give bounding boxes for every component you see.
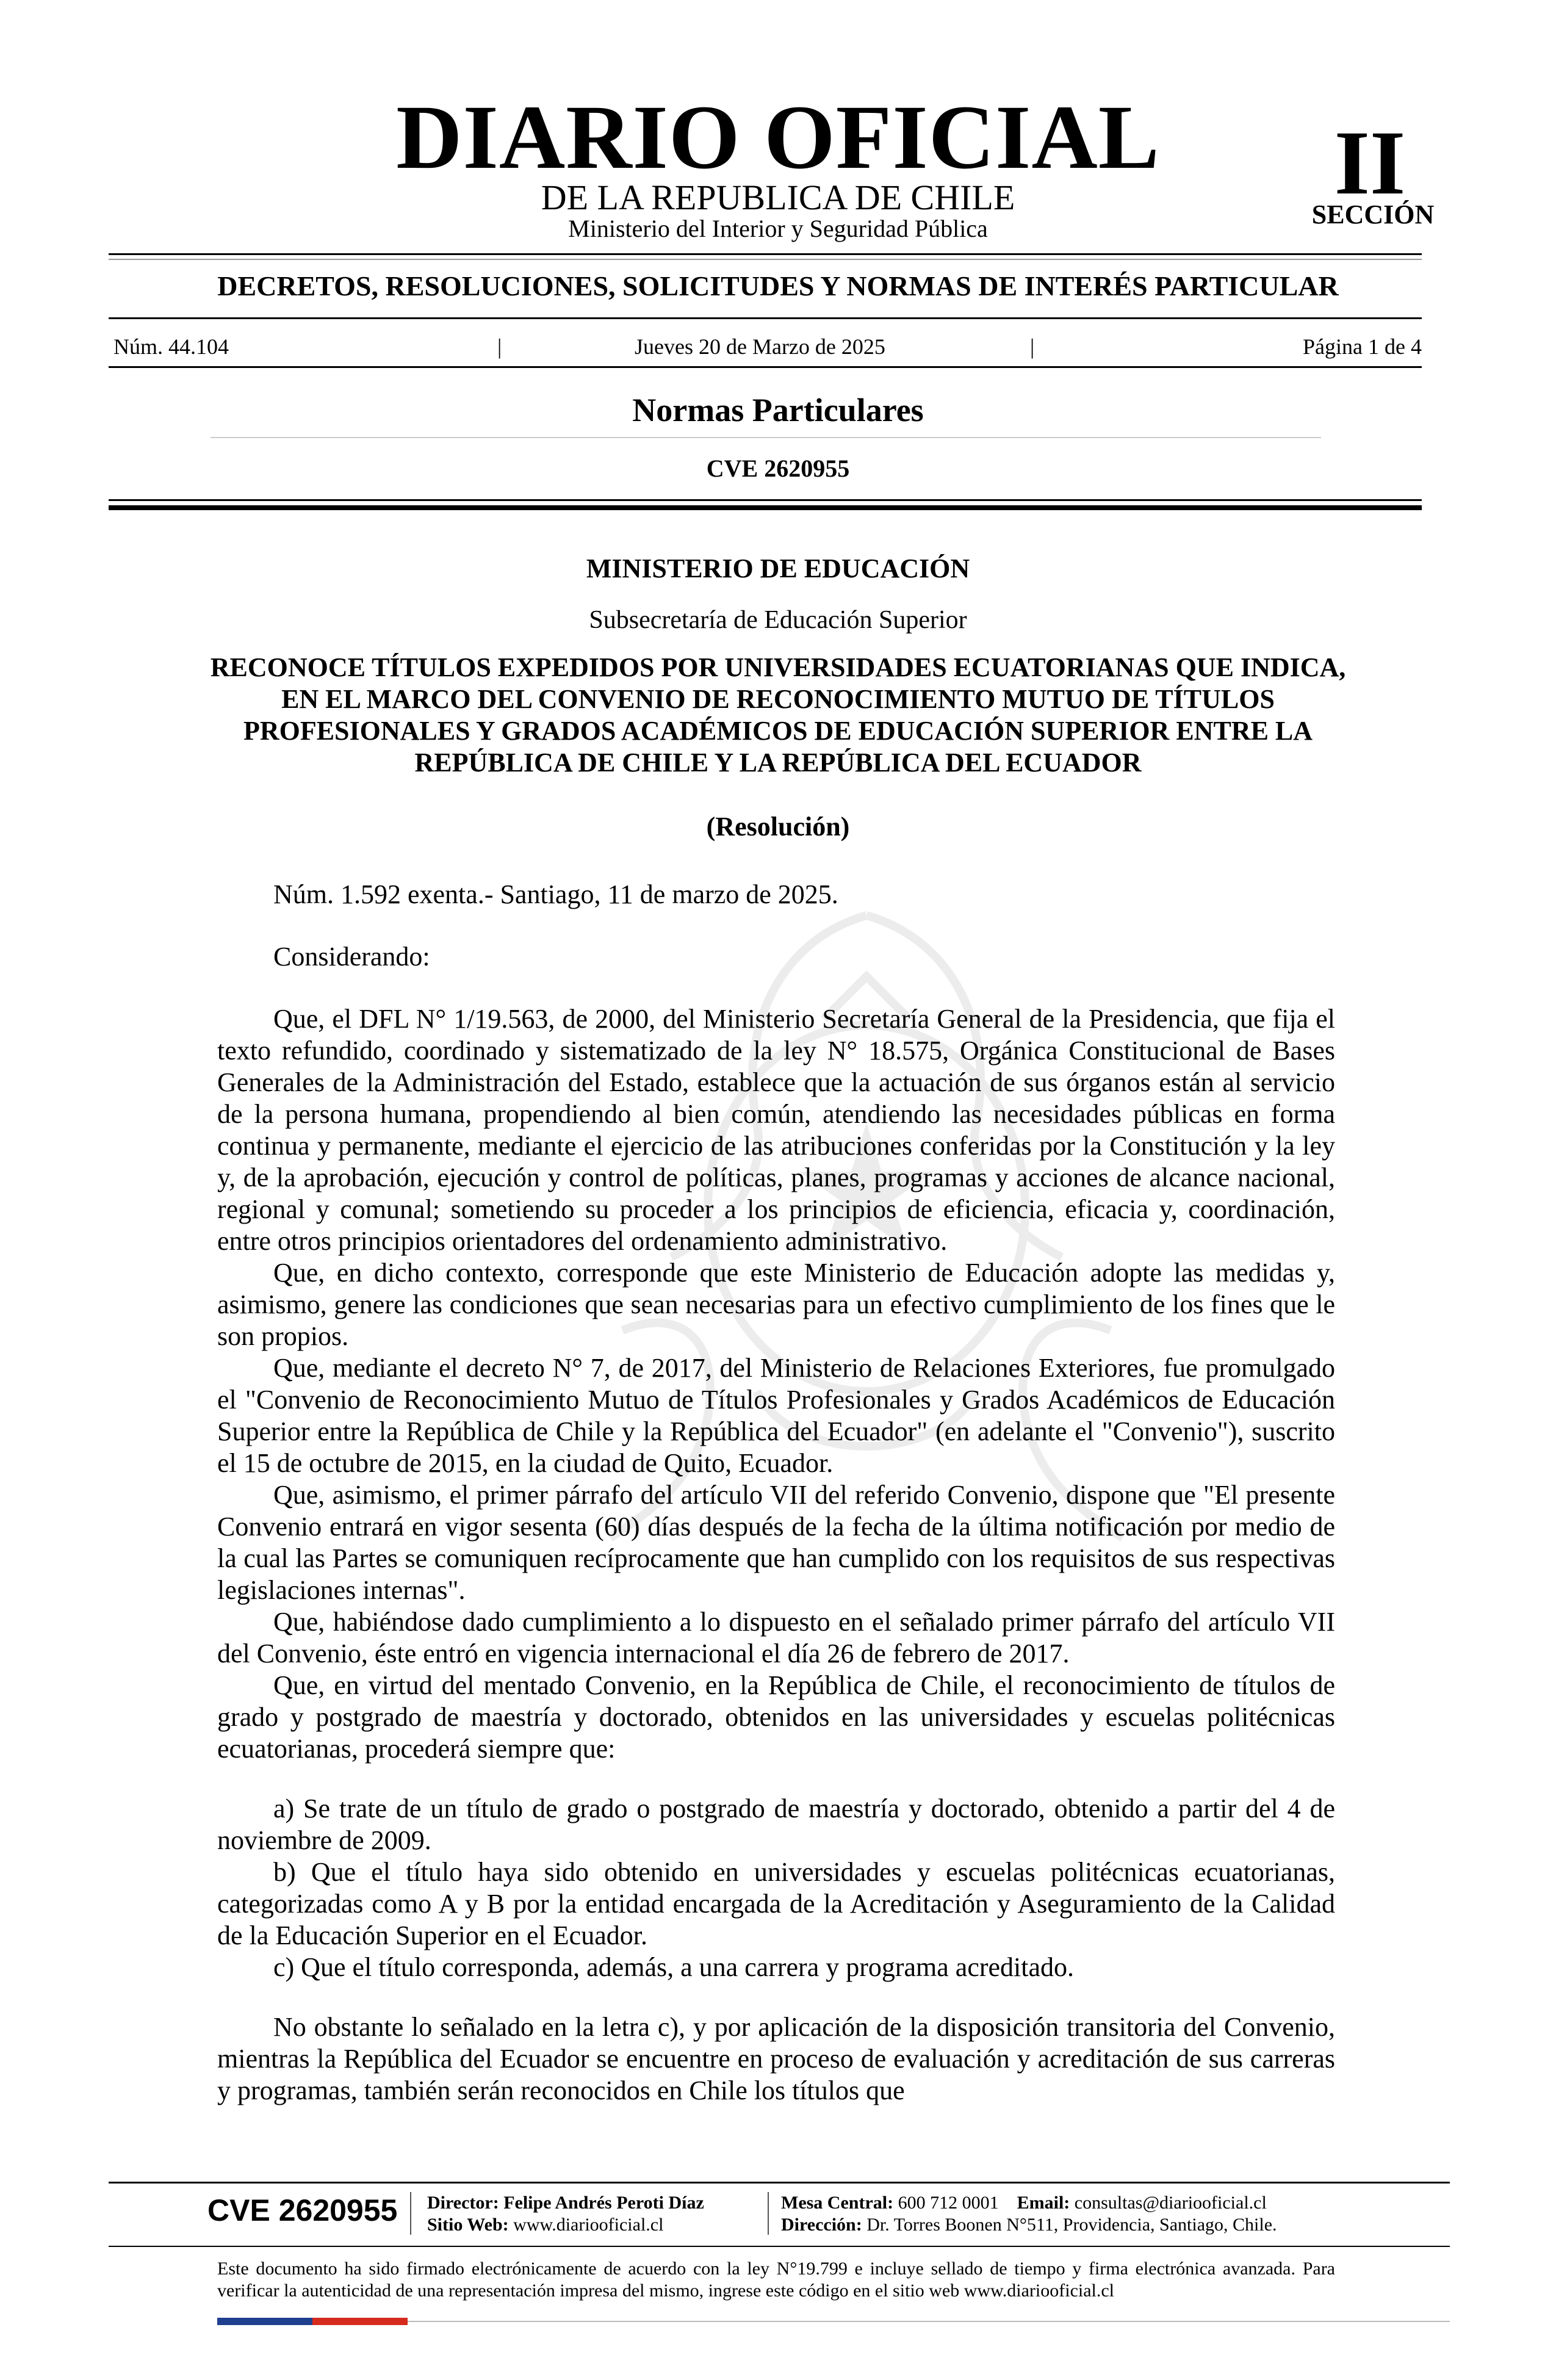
considerando-paragraph: Que, en dicho contexto, corresponde que este Ministerio de Educación adopte las medidas y, asimismo, genere las condiciones que sean necesarias para un efectivo cumplimiento de los fines que le son propios.	[217, 1258, 1335, 1351]
website-link[interactable]: www.diariooficial.cl	[513, 2215, 664, 2235]
director-label: Director:	[427, 2193, 499, 2213]
considerando-paragraph: Que, mediante el decreto N° 7, de 2017, del Ministerio de Relaciones Exteriores, fue promulgado el "Convenio de Reconocimiento Mutuo de Títulos Profesionales y Grados Académicos de Educación Superior entre la República de Chile y la República del Ecuador" (en adelante el "Convenio"), suscrito el 15 de octubre de 2015, en la ciudad de Quito, Ecuador.	[217, 1353, 1335, 1478]
requirement-item: b) Que el título haya sido obtenido en universidades y escuelas politécnicas ecuatorianas, categorizadas como A y B por la entidad encargada de la Acreditación y Aseguramiento de la Calidad de la Educación Superior en el Ecuador.	[217, 1857, 1335, 1950]
email-label: Email:	[1017, 2193, 1070, 2213]
footer-divider	[768, 2192, 769, 2235]
spacer	[217, 911, 1335, 941]
resolution-type: (Resolución)	[706, 812, 850, 842]
considerando-paragraph: Que, habiéndose dado cumplimiento a lo dispuesto en el señalado primer párrafo del artículo VII del Convenio, éste entró en vigencia internacional el día 26 de febrero de 2017.	[217, 1607, 1335, 1668]
section-number: II	[1334, 112, 1406, 214]
footer-top-rule	[109, 2182, 1450, 2183]
spacer	[217, 973, 1335, 1003]
masthead-ministry-line: Ministerio del Interior y Seguridad Pública	[568, 215, 988, 242]
resolution-number-line: Núm. 1.592 exenta.- Santiago, 11 de marzo de 2025.	[273, 879, 838, 909]
requirement-item: a) Se trate de un título de grado o postgrado de maestría y doctorado, obtenido a partir del 4 de noviembre de 2009.	[217, 1794, 1335, 1855]
section-heading: DECRETOS, RESOLUCIONES, SOLICITUDES Y NORMAS DE INTERÉS PARTICULAR	[217, 270, 1339, 301]
considerando-paragraph: Que, en virtud del mentado Convenio, en la República de Chile, el reconocimiento de títulos de grado y postgrado de maestría y doctorado, obtenidos en las universidades y escuelas politécnicas ecuatorianas, procederá siempre que:	[217, 1670, 1335, 1764]
footer-divider	[410, 2192, 411, 2235]
masthead-subtitle: DE LA REPUBLICA DE CHILE	[541, 178, 1015, 217]
section-label: SECCIÓN	[1311, 200, 1435, 229]
resolution-title: RECONOCE TÍTULOS EXPEDIDOS POR UNIVERSIDADES ECUATORIANAS QUE INDICA, EN EL MARCO DEL CONVENIO DE RECONOCIMIENTO MUTUO DE TÍTULOS PROFESIONALES Y GRADOS ACADÉMICOS DE EDUCACIÓN SUPERIOR ENTRE LA REPÚBLICA DE CHILE Y LA REPÚBLICA DEL ECUADOR	[210, 652, 1346, 777]
info-bar-bottom-rule	[109, 366, 1422, 368]
masthead-divider	[109, 253, 1422, 255]
ministry-name: MINISTERIO DE EDUCACIÓN	[586, 554, 970, 583]
footer-contact-right	[781, 2192, 1277, 2236]
norms-divider	[211, 437, 1321, 438]
cve-header: CVE 2620955	[706, 455, 850, 482]
director-name: Felipe Andrés Peroti Díaz	[503, 2193, 704, 2213]
header-double-rule-bottom	[109, 505, 1422, 510]
document-body	[217, 879, 1335, 2107]
info-bar-top-rule	[109, 317, 1422, 319]
subsecretaria: Subsecretaría de Educación Superior	[589, 606, 967, 634]
footer-cve-code: CVE 2620955	[207, 2193, 398, 2227]
masthead-divider-secondary	[109, 259, 1422, 260]
footer-bottom-rule	[109, 2246, 1450, 2247]
spacer	[217, 1983, 1335, 2011]
page-indicator: Página 1 de 4	[1303, 334, 1422, 359]
considerando-label: Considerando:	[273, 942, 430, 972]
considerando-paragraph: Que, asimismo, el primer párrafo del artículo VII del referido Convenio, dispone que "El presente Convenio entrará en vigor sesenta (60) días después de la fecha de la última notificación por medio de la cual las Partes se comuniquen recíprocamente que han cumplido con los requisitos de sus respectivas legislaciones internas".	[217, 1480, 1335, 1605]
requirement-item: c) Que el título corresponda, además, a una carrera y programa acreditado.	[273, 1952, 1075, 1982]
spacer	[217, 1765, 1335, 1793]
norms-title: Normas Particulares	[632, 392, 924, 428]
considerando-paragraph: Que, el DFL N° 1/19.563, de 2000, del Ministerio Secretaría General de la Presidencia, que fija el texto refundido, coordinado y sistematizado de la ley N° 18.575, Orgánica Constitucional de Bases Generales de la Administración del Estado, establece que la actuación de sus órganos están al servicio de la persona humana, propendiendo al bien común, atendiendo las necesidades públicas en forma continua y permanente, mediante el ejercicio de las atribuciones conferidas por la Constitución y la ley y, de la aprobación, ejecución y control de políticas, planes, programas y acciones de alcance nacional, regional y comunal; sometiendo su proceder a los principios de eficiencia, eficacia y, coordinación, entre otros principios orientadores del ordenamiento administrativo.	[217, 1004, 1335, 1256]
mesa-phone: 600 712 0001	[898, 2193, 999, 2213]
closing-paragraph: No obstante lo señalado en la letra c), y por aplicación de la disposición transitoria del Convenio, mientras la República del Ecuador se encuentre en proceso de evaluación y acreditación de sus carreras y programas, también serán reconocidos en Chile los títulos que	[217, 2012, 1335, 2105]
issue-date: Jueves 20 de Marzo de 2025	[635, 334, 885, 359]
info-separator: |	[1030, 334, 1035, 359]
chile-flag-bar	[217, 2318, 408, 2325]
electronic-signature-note: Este documento ha sido firmado electrónicamente de acuerdo con la ley N°19.799 e incluye sellado de tiempo y firma electrónica avanzada. Para verificar la autenticidad de una representación impresa del mismo, ingrese este código en el sitio web www.diariooficial.cl	[217, 2259, 1335, 2301]
footer-contact-left	[427, 2192, 704, 2236]
flag-red-segment	[312, 2318, 408, 2325]
header-double-rule-top	[109, 499, 1422, 501]
mesa-label: Mesa Central:	[781, 2193, 894, 2213]
website-label: Sitio Web:	[427, 2215, 509, 2235]
email-link[interactable]: consultas@diariooficial.cl	[1074, 2193, 1267, 2213]
info-separator: |	[497, 334, 502, 359]
issue-number: Núm. 44.104	[113, 334, 229, 359]
address-value: Dr. Torres Boonen N°511, Providencia, Santiago, Chile.	[866, 2215, 1277, 2235]
masthead-title: DIARIO OFICIAL	[396, 87, 1160, 188]
address-label: Dirección:	[781, 2215, 862, 2235]
flag-blue-segment	[217, 2318, 312, 2325]
